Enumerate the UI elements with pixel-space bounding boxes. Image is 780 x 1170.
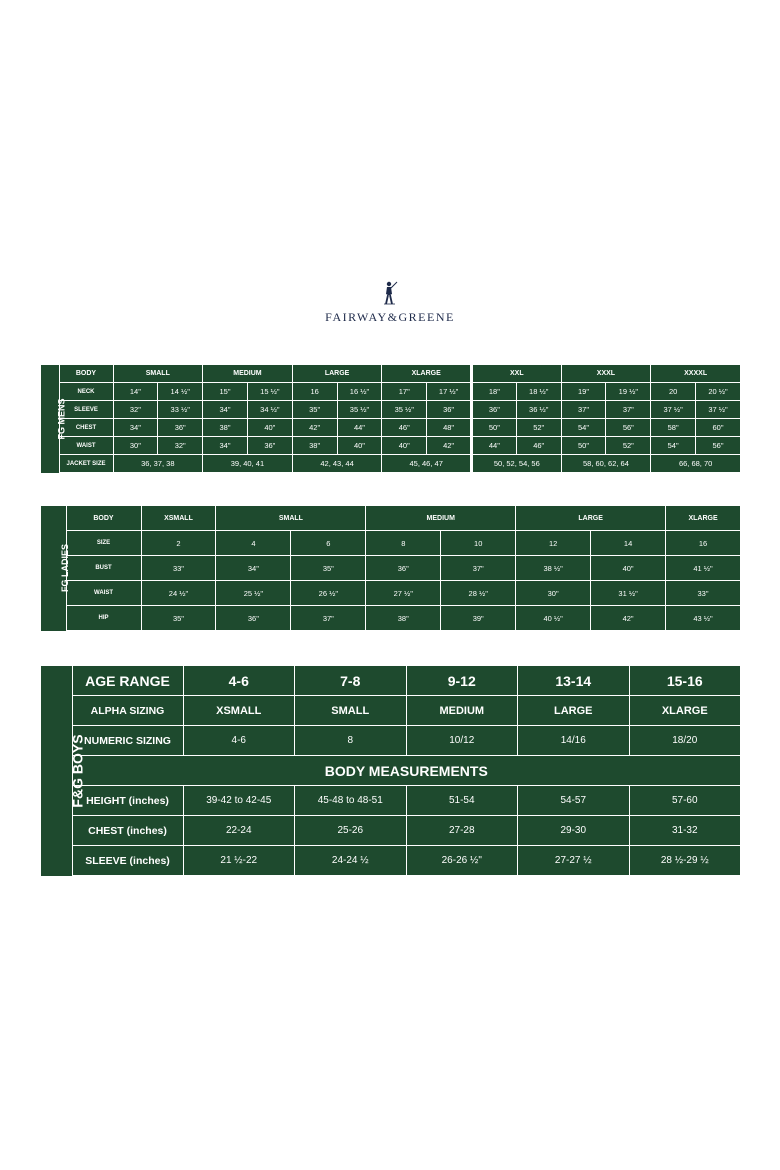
cell: 50" xyxy=(561,437,606,455)
cell: 35" xyxy=(291,556,366,581)
cell: 4-6 xyxy=(183,726,295,756)
ladies-row-bust xyxy=(41,556,741,581)
cell: 14 ½" xyxy=(158,383,203,401)
cell: 38" xyxy=(203,419,248,437)
boys-numeric-row xyxy=(41,726,741,756)
ladies-row-waist xyxy=(41,581,741,606)
brand-name: FAIRWAY&GREENE xyxy=(325,310,455,324)
row-label: ALPHA SIZING xyxy=(72,696,183,726)
cell: 39-42 to 42-45 xyxy=(183,786,295,816)
row-label: WAIST xyxy=(66,581,141,606)
row-label: CHEST xyxy=(59,419,113,437)
cell: 37" xyxy=(291,606,366,631)
cell: 45-48 to 48-51 xyxy=(295,786,407,816)
cell: 16 xyxy=(292,383,337,401)
cell: 8 xyxy=(366,531,441,556)
row-label: SIZE xyxy=(66,531,141,556)
cell: 37 ½" xyxy=(651,401,696,419)
cell: 26 ½" xyxy=(291,581,366,606)
ladies-size-header: LARGE xyxy=(516,506,666,531)
cell: 31-32 xyxy=(629,816,741,846)
mens-size-header: XLARGE xyxy=(382,365,472,383)
mens-size-header: MEDIUM xyxy=(203,365,293,383)
boys-size-table xyxy=(41,665,741,876)
cell: 39" xyxy=(441,606,516,631)
cell: 13-14 xyxy=(518,666,630,696)
boys-body-measurements-row xyxy=(41,756,741,786)
cell: 34" xyxy=(203,401,248,419)
cell: 40" xyxy=(337,437,382,455)
cell: 36" xyxy=(427,401,472,419)
cell: 58, 60, 62, 64 xyxy=(561,455,651,473)
cell: 46" xyxy=(382,419,427,437)
cell: 31 ½" xyxy=(591,581,666,606)
cell: 21 ½-22 xyxy=(183,846,295,876)
mens-header-row xyxy=(41,365,741,383)
row-label: WAIST xyxy=(59,437,113,455)
cell: 44" xyxy=(337,419,382,437)
mens-row-waist xyxy=(41,437,741,455)
cell: 37" xyxy=(606,401,651,419)
cell: 39, 40, 41 xyxy=(203,455,293,473)
cell: 4 xyxy=(216,531,291,556)
ladies-size-header: XLARGE xyxy=(666,506,741,531)
cell: 6 xyxy=(291,531,366,556)
cell: 37" xyxy=(561,401,606,419)
cell: 27-28 xyxy=(406,816,518,846)
mens-size-header: XXL xyxy=(472,365,562,383)
cell: 14/16 xyxy=(518,726,630,756)
cell: 25-26 xyxy=(295,816,407,846)
cell: 52" xyxy=(606,437,651,455)
cell: 34" xyxy=(203,437,248,455)
cell: 36 ½" xyxy=(516,401,561,419)
cell: 24 ½" xyxy=(141,581,216,606)
cell: 52" xyxy=(516,419,561,437)
mens-body-label: BODY xyxy=(59,365,113,383)
ladies-row-size xyxy=(41,531,741,556)
cell: 46" xyxy=(516,437,561,455)
cell: XLARGE xyxy=(629,696,741,726)
cell: 34 ½" xyxy=(247,401,292,419)
ladies-size-header: MEDIUM xyxy=(366,506,516,531)
cell: 48" xyxy=(427,419,472,437)
golfer-icon xyxy=(378,280,402,306)
cell: 30" xyxy=(516,581,591,606)
cell: 42, 43, 44 xyxy=(292,455,382,473)
cell: 14 xyxy=(591,531,666,556)
boys-height-row xyxy=(41,786,741,816)
cell: 35" xyxy=(292,401,337,419)
cell: 36" xyxy=(216,606,291,631)
cell: 28 ½" xyxy=(441,581,516,606)
brand-logo xyxy=(0,280,780,325)
mens-size-table xyxy=(41,364,741,473)
cell: 33 ½" xyxy=(158,401,203,419)
cell: 56" xyxy=(696,437,741,455)
cell: 44" xyxy=(472,437,517,455)
cell: 18" xyxy=(472,383,517,401)
ladies-side-label: FG LADIES xyxy=(41,506,66,631)
row-label: BUST xyxy=(66,556,141,581)
row-label: NECK xyxy=(59,383,113,401)
cell: 38" xyxy=(292,437,337,455)
cell: 51-54 xyxy=(406,786,518,816)
cell: 9-12 xyxy=(406,666,518,696)
cell: 58" xyxy=(651,419,696,437)
cell: 29-30 xyxy=(518,816,630,846)
cell: 10 xyxy=(441,531,516,556)
cell: 15" xyxy=(203,383,248,401)
boys-sleeve-row xyxy=(41,846,741,876)
cell: MEDIUM xyxy=(406,696,518,726)
ladies-size-header: XSMALL xyxy=(141,506,216,531)
mens-size-header: XXXXL xyxy=(651,365,741,383)
cell: 54" xyxy=(561,419,606,437)
cell: 4-6 xyxy=(183,666,295,696)
cell: 54" xyxy=(651,437,696,455)
cell: 36" xyxy=(472,401,517,419)
cell: 45, 46, 47 xyxy=(382,455,472,473)
cell: XSMALL xyxy=(183,696,295,726)
mens-size-header: XXXL xyxy=(561,365,651,383)
cell: 37 ½" xyxy=(696,401,741,419)
cell: 42" xyxy=(591,606,666,631)
ladies-row-hip xyxy=(41,606,741,631)
mens-row-neck xyxy=(41,383,741,401)
cell: 30" xyxy=(113,437,158,455)
cell: 16 xyxy=(666,531,741,556)
row-label: HEIGHT (inches) xyxy=(72,786,183,816)
cell: 17" xyxy=(382,383,427,401)
row-label: SLEEVE xyxy=(59,401,113,419)
cell: 34" xyxy=(113,419,158,437)
ladies-body-label: BODY xyxy=(66,506,141,531)
mens-size-header: LARGE xyxy=(292,365,382,383)
row-label: CHEST (inches) xyxy=(72,816,183,846)
cell: 36" xyxy=(158,419,203,437)
cell: 57-60 xyxy=(629,786,741,816)
cell: 28 ½-29 ½ xyxy=(629,846,741,876)
cell: 14" xyxy=(113,383,158,401)
ladies-header-row xyxy=(41,506,741,531)
boys-age-row xyxy=(41,666,741,696)
cell: 7-8 xyxy=(295,666,407,696)
cell: 12 xyxy=(516,531,591,556)
cell: 60" xyxy=(696,419,741,437)
mens-row-jacket xyxy=(41,455,741,473)
mens-row-chest xyxy=(41,419,741,437)
cell: 19 ½" xyxy=(606,383,651,401)
cell: 27 ½" xyxy=(366,581,441,606)
cell: 27-27 ½ xyxy=(518,846,630,876)
cell: 42" xyxy=(292,419,337,437)
cell: 10/12 xyxy=(406,726,518,756)
cell: 20 ½" xyxy=(696,383,741,401)
cell: 37" xyxy=(441,556,516,581)
cell: LARGE xyxy=(518,696,630,726)
boys-alpha-row xyxy=(41,696,741,726)
cell: 24-24 ½ xyxy=(295,846,407,876)
cell: 33" xyxy=(141,556,216,581)
row-label: NUMERIC SIZING xyxy=(72,726,183,756)
boys-chest-row xyxy=(41,816,741,846)
cell: SMALL xyxy=(295,696,407,726)
cell: 33" xyxy=(666,581,741,606)
cell: 50, 52, 54, 56 xyxy=(472,455,562,473)
cell: 40" xyxy=(591,556,666,581)
cell: 35 ½" xyxy=(382,401,427,419)
cell: 40 ½" xyxy=(516,606,591,631)
cell: 18/20 xyxy=(629,726,741,756)
boys-side-label: F&G BOYS xyxy=(41,666,72,876)
cell: 16 ½" xyxy=(337,383,382,401)
mens-size-header: SMALL xyxy=(113,365,203,383)
cell: 15-16 xyxy=(629,666,741,696)
cell: 36" xyxy=(366,556,441,581)
cell: 34" xyxy=(216,556,291,581)
mens-row-sleeve xyxy=(41,401,741,419)
cell: 35 ½" xyxy=(337,401,382,419)
cell: 18 ½" xyxy=(516,383,561,401)
ladies-size-table xyxy=(41,505,741,631)
cell: 36, 37, 38 xyxy=(113,455,203,473)
ladies-size-header: SMALL xyxy=(216,506,366,531)
cell: 25 ½" xyxy=(216,581,291,606)
cell: 26-26 ½" xyxy=(406,846,518,876)
cell: 66, 68, 70 xyxy=(651,455,741,473)
cell: 20 xyxy=(651,383,696,401)
cell: 56" xyxy=(606,419,651,437)
cell: 38 ½" xyxy=(516,556,591,581)
row-label: AGE RANGE xyxy=(72,666,183,696)
cell: 43 ½" xyxy=(666,606,741,631)
cell: 22-24 xyxy=(183,816,295,846)
cell: 41 ½" xyxy=(666,556,741,581)
cell: 40" xyxy=(382,437,427,455)
cell: 15 ½" xyxy=(247,383,292,401)
cell: 40" xyxy=(247,419,292,437)
mens-side-label: FG MENS xyxy=(41,365,59,473)
cell: 32" xyxy=(113,401,158,419)
cell: 36" xyxy=(247,437,292,455)
cell: 32" xyxy=(158,437,203,455)
row-label: HIP xyxy=(66,606,141,631)
cell: 54-57 xyxy=(518,786,630,816)
cell: 38" xyxy=(366,606,441,631)
cell: 50" xyxy=(472,419,517,437)
cell: 35" xyxy=(141,606,216,631)
cell: 8 xyxy=(295,726,407,756)
cell: 19" xyxy=(561,383,606,401)
row-label: JACKET SIZE xyxy=(59,455,113,473)
row-label: SLEEVE (inches) xyxy=(72,846,183,876)
cell: 17 ½" xyxy=(427,383,472,401)
cell: 42" xyxy=(427,437,472,455)
body-measurements-heading: BODY MEASUREMENTS xyxy=(72,756,741,786)
cell: 2 xyxy=(141,531,216,556)
